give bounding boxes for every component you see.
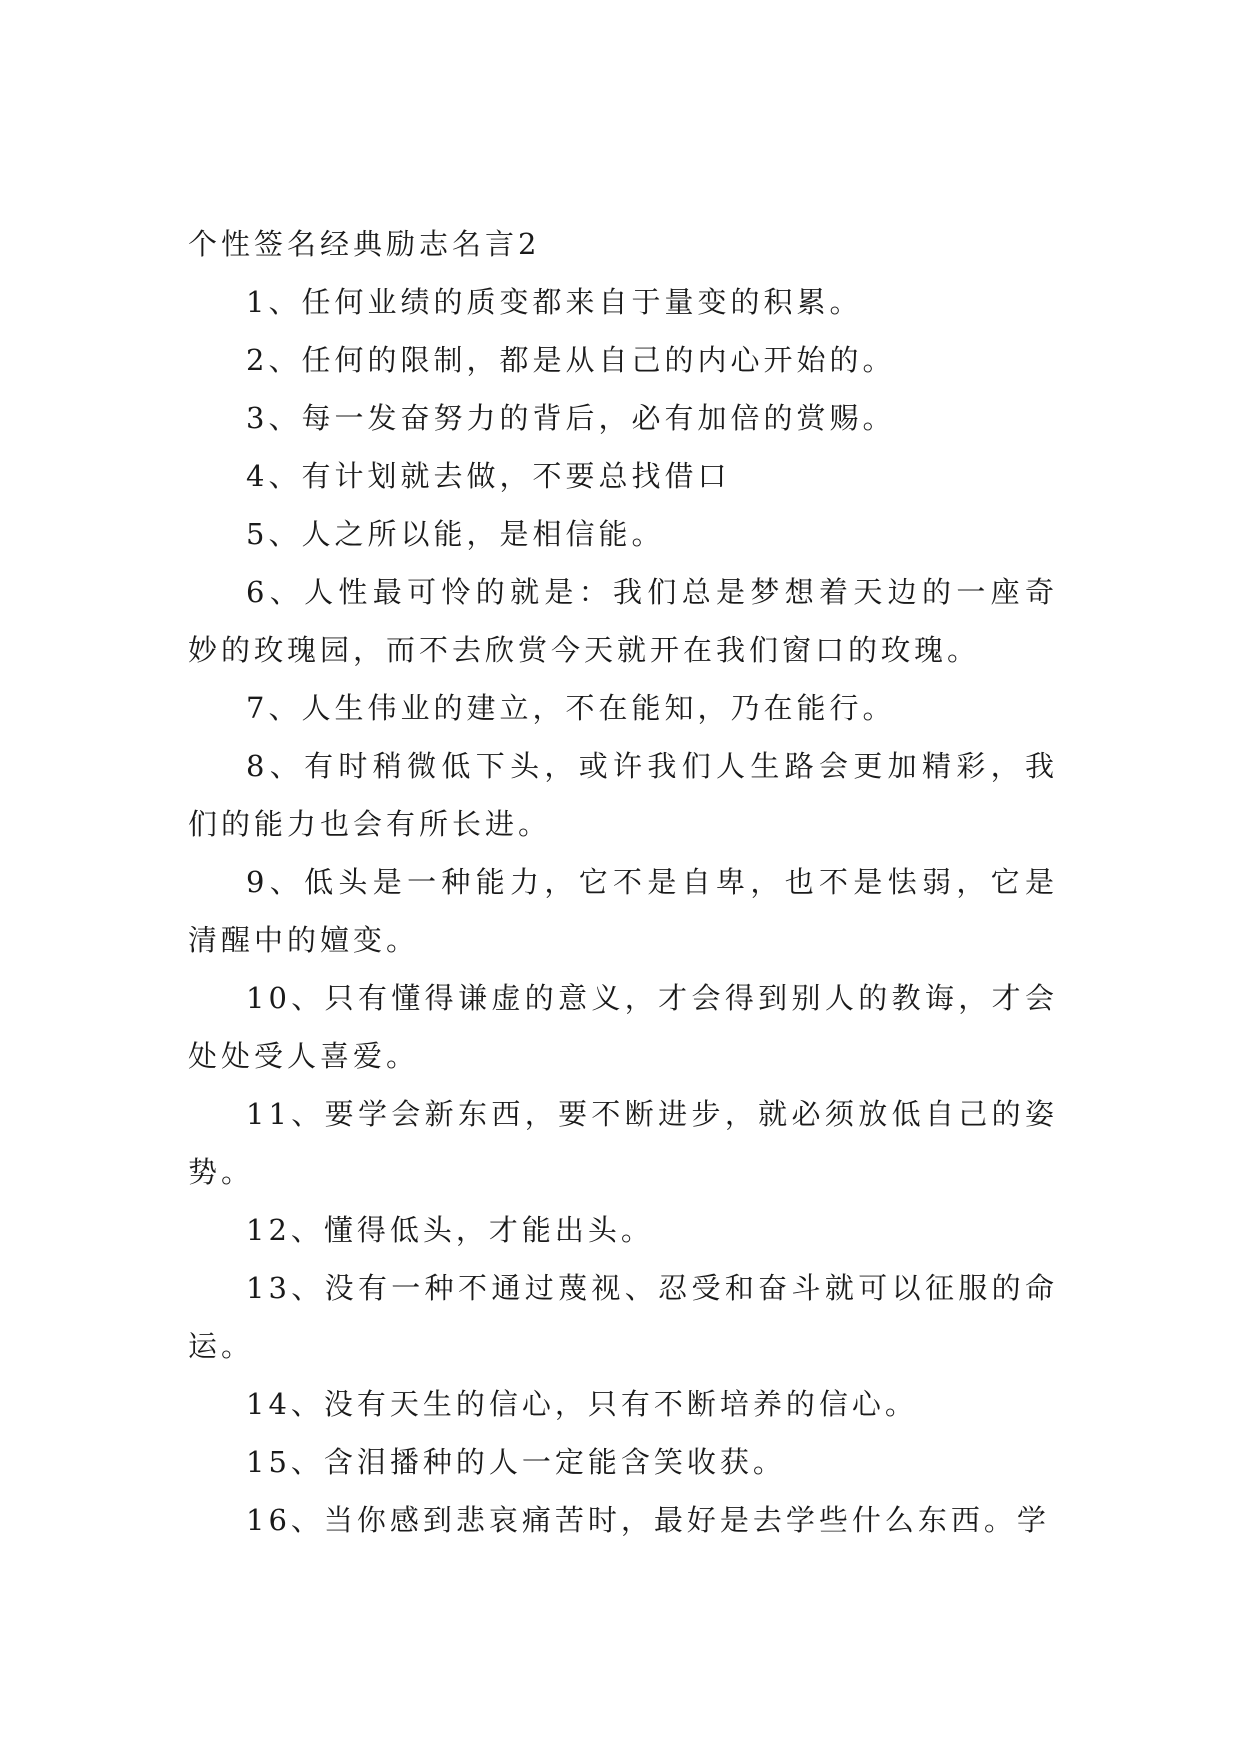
document-page [188, 215, 1058, 1549]
quote-item: 12、懂得低头，才能出头。 [246, 1213, 654, 1247]
quote-item: 3、每一发奋努力的背后，必有加倍的赏赐。 [246, 401, 896, 435]
quote-item: 2、任何的限制，都是从自己的内心开始的。 [246, 343, 896, 377]
quote-item: 1、任何业绩的质变都来自于量变的积累。 [246, 285, 863, 319]
quote-item: 7、人生伟业的建立，不在能知，乃在能行。 [246, 691, 896, 725]
quote-item: 11、要学会新东西，要不断进步，就必须放低自己的姿势。 [188, 1097, 1058, 1189]
quote-item: 9、低头是一种能力，它不是自卑，也不是怯弱，它是清醒中的嬗变。 [188, 865, 1058, 957]
quote-item: 8、有时稍微低下头，或许我们人生路会更加精彩，我们的能力也会有所长进。 [188, 749, 1058, 841]
quote-item: 6、人性最可怜的就是：我们总是梦想着天边的一座奇妙的玫瑰园，而不去欣赏今天就开在我们窗口的玫瑰。 [188, 575, 1058, 667]
document-title: 个性签名经典励志名言2 [188, 227, 541, 261]
quote-item: 13、没有一种不通过蔑视、忍受和奋斗就可以征服的命运。 [188, 1271, 1058, 1363]
quote-item: 4、有计划就去做，不要总找借口 [246, 459, 731, 493]
quote-item: 10、只有懂得谦虚的意义，才会得到别人的教诲，才会处处受人喜爱。 [188, 981, 1058, 1073]
quote-item: 5、人之所以能，是相信能。 [246, 517, 665, 551]
quote-item: 15、含泪播种的人一定能含笑收获。 [246, 1445, 786, 1479]
quote-item: 16、当你感到悲哀痛苦时，最好是去学些什么东西。学 [246, 1503, 1050, 1537]
quote-item: 14、没有天生的信心，只有不断培养的信心。 [246, 1387, 918, 1421]
